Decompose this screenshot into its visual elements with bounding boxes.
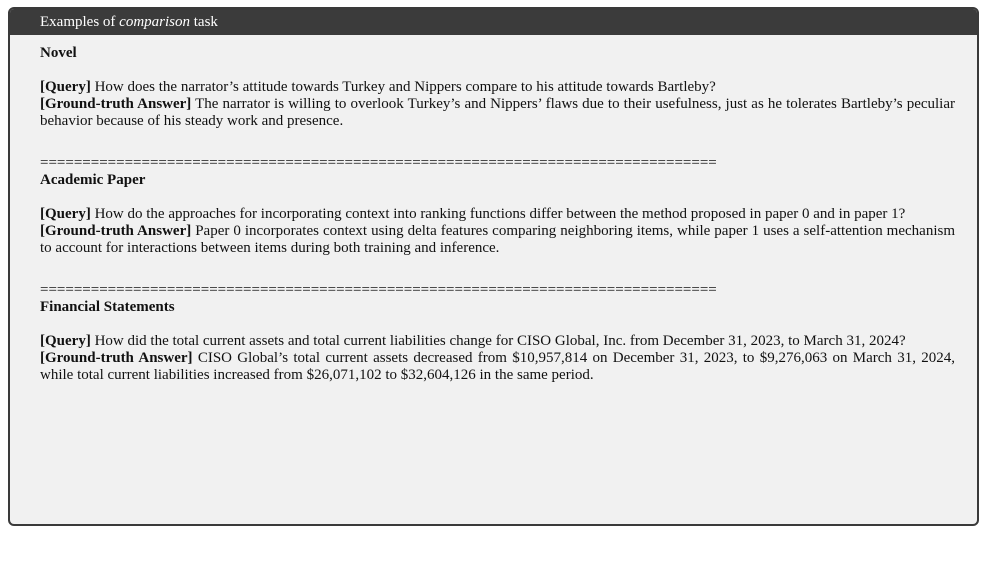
- header-prefix: Examples of: [40, 14, 120, 30]
- section-novel: [40, 45, 955, 130]
- box-header: [10, 9, 977, 35]
- separator-line: ================================================================================: [40, 155, 717, 171]
- answer-text: CISO Global’s total current assets decreased from $10,957,814 on December 31, 2023, to $9,276,063 on March 31, 2024, while total current liabilities increased from $26,071,102 to $32,604,126 in the same period.: [40, 350, 956, 383]
- comparison-examples-box: [8, 7, 979, 526]
- box-body: [10, 35, 977, 384]
- section-financial-statements: [40, 299, 955, 384]
- answer-paragraph: [40, 223, 955, 257]
- query-paragraph: [40, 79, 955, 96]
- answer-paragraph: [40, 96, 955, 130]
- answer-paragraph: [40, 350, 955, 384]
- query-text: How do the approaches for incorporating context into ranking functions differ between the method proposed in paper 0 and in paper 1?: [90, 206, 906, 222]
- query-label: [Query]: [40, 206, 91, 222]
- answer-text: The narrator is willing to overlook Turkey’s and Nippers’ flaws due to their usefulness, just as he tolerates Bartleby’s peculiar behavior because of his steady work and presence.: [40, 96, 956, 129]
- query-paragraph: [40, 206, 955, 223]
- section-title: Novel: [40, 45, 77, 61]
- separator-line: ================================================================================: [40, 282, 717, 298]
- answer-text: Paper 0 incorporates context using delta features comparing neighboring items, while paper 1 uses a self-attention mechanism to account for interactions between items during both training and inference.: [40, 223, 955, 256]
- query-label: [Query]: [40, 79, 91, 95]
- query-label: [Query]: [40, 333, 91, 349]
- query-text: How does the narrator’s attitude towards Turkey and Nippers compare to his attitude towards Bartleby?: [90, 79, 716, 95]
- header-emphasis: comparison: [119, 14, 190, 30]
- header-suffix: task: [190, 14, 218, 30]
- section-title: Financial Statements: [40, 299, 175, 315]
- answer-label: [Ground-truth Answer]: [40, 223, 192, 239]
- section-academic-paper: [40, 172, 955, 257]
- query-paragraph: [40, 333, 955, 350]
- query-text: How did the total current assets and total current liabilities change for CISO Global, Inc. from December 31, 2023, to March 31, 2024?: [90, 333, 906, 349]
- answer-label: [Ground-truth Answer]: [40, 96, 192, 112]
- answer-label: [Ground-truth Answer]: [40, 350, 193, 366]
- section-title: Academic Paper: [40, 172, 146, 188]
